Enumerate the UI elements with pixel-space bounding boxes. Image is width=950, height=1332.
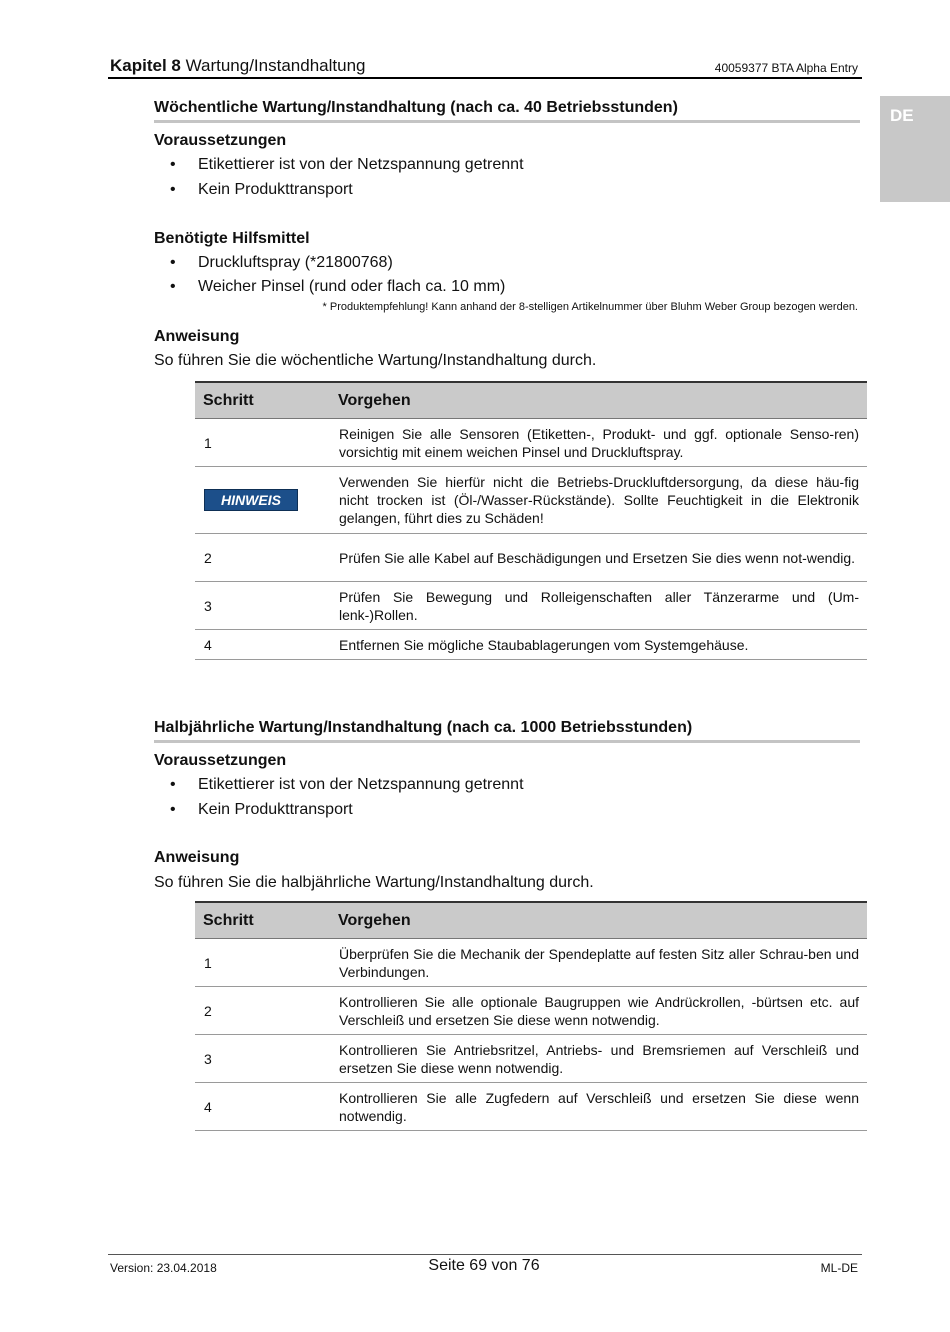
halfyear-instruction-text: So führen Sie die halbjährliche Wartung/Instandhaltung durch. xyxy=(154,874,594,891)
step-number: 2 xyxy=(195,987,330,1035)
weekly-instruction-heading: Anweisung xyxy=(154,328,240,345)
step-text: Entfernen Sie mögliche Staubablagerungen vom Systemgehäuse. xyxy=(330,630,867,660)
step-text: Überprüfen Sie die Mechanik der Spendeplatte auf festen Sitz aller Schrau-ben und Verbindungen. xyxy=(330,939,867,987)
step-number: 4 xyxy=(195,630,330,660)
language-tab xyxy=(880,96,950,202)
step-number: 3 xyxy=(195,1035,330,1083)
halfyear-section-title: Halbjährliche Wartung/Instandhaltung (nach ca. 1000 Betriebsstunden) xyxy=(154,719,693,736)
column-header-step: Schritt xyxy=(195,902,330,939)
step-number: 4 xyxy=(195,1083,330,1131)
weekly-section-title: Wöchentliche Wartung/Instandhaltung (nach ca. 40 Betriebsstunden) xyxy=(154,99,678,116)
column-header-action: Vorgehen xyxy=(330,902,867,939)
language-tab-label: DE xyxy=(890,106,914,125)
list-item: • Weicher Pinsel (rund oder flach ca. 10 mm) xyxy=(170,278,506,295)
table-row xyxy=(195,987,867,1035)
step-number: 1 xyxy=(195,419,330,467)
halfyear-instruction-heading: Anweisung xyxy=(154,849,240,866)
list-item: • Etikettierer ist von der Netzspannung getrennt xyxy=(170,156,524,173)
chapter-number: Kapitel 8 xyxy=(110,56,181,75)
step-number: 1 xyxy=(195,939,330,987)
step-text: Kontrollieren Sie alle Zugfedern auf Verschleiß und ersetzen Sie diese wenn notwendig. xyxy=(330,1083,867,1131)
table-row xyxy=(195,534,867,582)
step-text: Prüfen Sie Bewegung und Rolleigenschaften aller Tänzerarme und (Um-lenk-)Rollen. xyxy=(330,582,867,630)
header-divider xyxy=(108,77,862,79)
step-number: 3 xyxy=(195,582,330,630)
page-number: Seite 69 von 76 xyxy=(428,1257,540,1274)
version-label: Version: 23.04.2018 xyxy=(110,1261,217,1275)
table-row xyxy=(195,467,867,534)
list-item: • Etikettierer ist von der Netzspannung getrennt xyxy=(170,776,524,793)
hinweis-badge: HINWEIS xyxy=(204,489,298,511)
step-number: 2 xyxy=(195,534,330,582)
weekly-tools-heading: Benötigte Hilfsmittel xyxy=(154,230,310,247)
step-text: Reinigen Sie alle Sensoren (Etiketten-, Produkt- und ggf. optionale Senso-ren) vorsichtig mit einem weichen Pinsel und Druckluftspray. xyxy=(330,419,867,467)
column-header-step: Schritt xyxy=(195,382,330,419)
document-id: 40059377 BTA Alpha Entry xyxy=(714,61,858,75)
document-code: ML-DE xyxy=(820,1261,858,1275)
column-header-action: Vorgehen xyxy=(330,382,867,419)
weekly-instruction-text: So führen Sie die wöchentliche Wartung/Instandhaltung durch. xyxy=(154,352,597,369)
product-footnote: * Produktempfehlung! Kann anhand der 8-stelligen Artikelnummer über Bluhm Weber Group bezogen werden. xyxy=(322,301,858,313)
weekly-steps-table xyxy=(195,381,867,660)
footer-divider xyxy=(108,1254,862,1255)
table-row xyxy=(195,1083,867,1131)
weekly-prereq-heading: Voraussetzungen xyxy=(154,132,287,149)
step-text: Kontrollieren Sie Antriebsritzel, Antriebs- und Bremsriemen auf Verschleiß und ersetzen Sie diese wenn notwendig. xyxy=(330,1035,867,1083)
list-item: • Kein Produkttransport xyxy=(170,181,353,198)
halfyear-steps-table xyxy=(195,901,867,1131)
table-row xyxy=(195,939,867,987)
list-item: • Druckluftspray (*21800768) xyxy=(170,254,393,271)
table-row xyxy=(195,1035,867,1083)
step-text: Kontrollieren Sie alle optionale Baugruppen wie Andrückrollen, -bürtsen etc. auf Verschleiß und ersetzen Sie diese wenn notwendig. xyxy=(330,987,867,1035)
table-row xyxy=(195,419,867,467)
table-row xyxy=(195,630,867,660)
step-text: Verwenden Sie hierfür nicht die Betriebs-Druckluftdersorgung, da diese häu-fig nicht trocken ist (Öl-/Wasser-Rückstände). Sollte Feuchtigkeit in die Elektronik gelangen, führt dies zu Schäden! xyxy=(330,467,867,534)
list-item: • Kein Produkttransport xyxy=(170,801,353,818)
table-row xyxy=(195,582,867,630)
halfyear-title-rule xyxy=(154,740,860,743)
chapter-heading xyxy=(110,56,365,76)
step-text: Prüfen Sie alle Kabel auf Beschädigungen und Ersetzen Sie dies wenn not-wendig. xyxy=(330,534,867,582)
weekly-title-rule xyxy=(154,120,860,123)
halfyear-prereq-heading: Voraussetzungen xyxy=(154,752,287,769)
chapter-title: Wartung/Instandhaltung xyxy=(185,56,366,75)
hinweis-cell xyxy=(195,467,330,534)
